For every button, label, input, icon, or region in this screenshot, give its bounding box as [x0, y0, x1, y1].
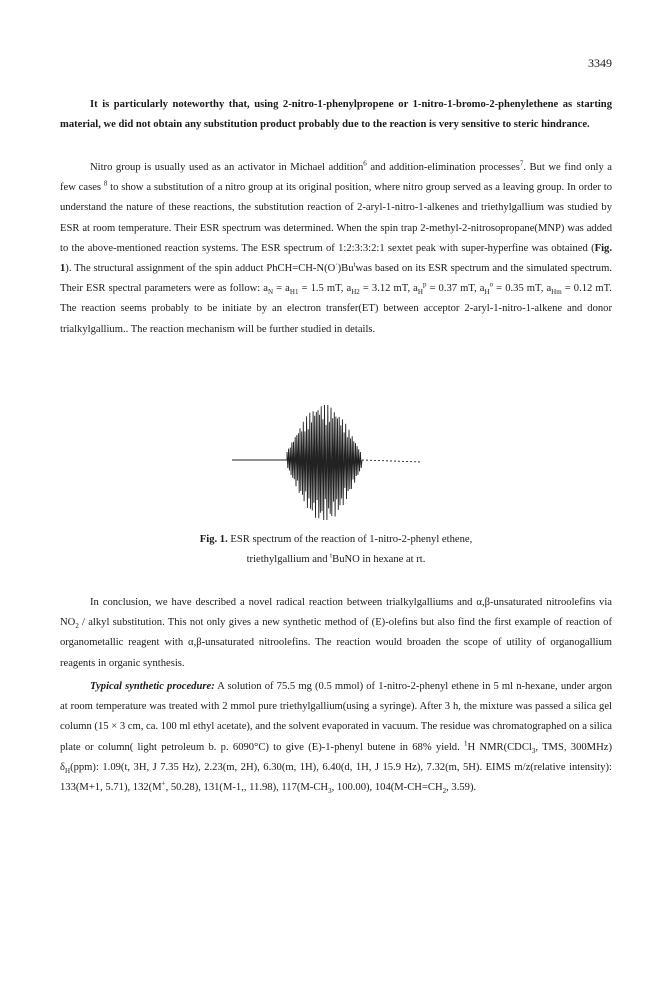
procedure-heading: Typical synthetic procedure: — [90, 681, 215, 692]
paragraph-conclusion — [60, 593, 612, 674]
esr-spectrum-figure — [232, 405, 422, 520]
spectrum-trace — [287, 405, 362, 520]
figure-caption — [60, 530, 612, 570]
page-number: 3349 — [588, 56, 612, 70]
caption-line-1: Fig. 1. ESR spectrum of the reaction of 1-nitro-2-phenyl ethene, — [199, 534, 473, 545]
reference-6: 6 — [363, 159, 367, 168]
reference-8: 8 — [103, 179, 108, 188]
paragraph-procedure — [60, 677, 612, 798]
caption-line-2: triethylgallium and $^t$BuNO in hexane at rt. — [246, 551, 426, 565]
paragraph-text: Nitro group is usually used as an activator in Michael addition$^6$ and addition-elimination processes$^7$. But we find only a few cases $^8$ to show a substitution of a nitro group at its original position, where nitro group served as a leaving group. In order to understand the nature of these reactions, the substitution reaction of 2-aryl-1-nitro-1-alkenes and triethylgallium was studied by ESR at room temperature. Their ESR spectrum was determined. When the spin trap 2-methyl-2-nitrosopropane(MNP) was added to the above-mentioned reaction systems. The ESR spectrum of 1:2:3:3:2:1 sextet peak with super-hyperfine was obtained (Fig. 1). The structural assignment of the spin adduct $PhCH=CH-N(O^\cdot)Bu^twas$ based on its ESR spectrum and the simulated spectrum. Their ESR spectral parameters were as follow: $a_N = a_{H1} = 1.5$ mT, $a_{H2} = 3.12$ mT, $a_H^p = 0.37$ mT, $a_H^o = 0.35$ mT, $a_{Hm} = 0.12$ mT. The reaction seems probably to be initiate by an electron transfer(ET) between acceptor 2-aryl-1-nitro-1-alkene and donor trialkylgallium.. The reaction mechanism will be further studied in details. — [60, 159, 613, 335]
figure-label: Fig. 1. — [199, 534, 228, 545]
paragraph-esr-study — [60, 158, 612, 340]
paragraph-text: In conclusion, we have described a novel radical reaction between trialkylgalliums and α,β-unsaturated nitroolefins via $NO_2$ / alkyl substitution. This not only gives a new synthetic method of (E)-olefins but also find the first example of reaction of organometallic reagent with α,β-unsaturated nitroolefins. The reaction would broaden the scope of utility of organogallium reagents in organic synthesis. — [60, 597, 612, 669]
paragraph-text: Typical synthetic procedure: A solution of 75.5 mg (0.5 mmol) of 1-nitro-2-phenyl ethene in 5 ml n-hexane, under argon at room temperature was treated with 2 mmol pure triethylgallium(using a syringe). After 3 h, the mixture was passed a silica gel column (15 × 3 cm, ca. 100 ml ethyl acetate), and the solvent evaporated in vacuum. The residue was chromatographed on a silica plate or column( light petroleum b. p. 6090°C) to give (E)-1-phenyl butene in 68% yield. $^1$H NMR(CDCl$_3$, TMS, 300MHz) $\delta_H(ppm)$: 1.09(t, 3H, J 7.35 Hz), 2.23(m, 2H), 6.30(m, 1H), 6.40(d, 1H, J 15.9 Hz), 7.32(m, 5H). EIMS m/z(relative intensity): 133(M+1, 5.71), 132(M+, 50.28), 131(M-1,, 11.98), $117(M-CH_3$, 100.00), $104(M-CH=CH_2$, 3.59). — [60, 681, 612, 796]
spectrum-baseline-right — [362, 460, 422, 462]
figure-reference: Fig. 1 — [60, 242, 612, 275]
reference-7: 7 — [519, 159, 524, 168]
paragraph-substitution-note — [60, 95, 612, 135]
paragraph-text: It is particularly noteworthy that, using 2-nitro-1-phenylpropene or 1-nitro-1-bromo-2-phenylethene as starting material, we did not obtain any substitution product probably due to the reaction is very sensitive to steric hindrance. — [60, 99, 612, 131]
